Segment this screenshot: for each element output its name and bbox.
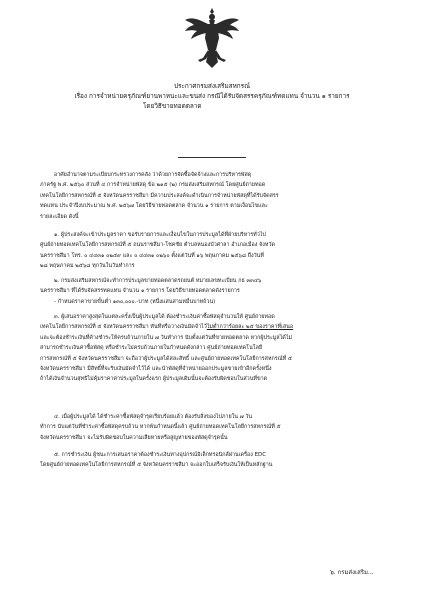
text-line: การสหกรณ์ที่ ๕ จังหวัดนครราชสีมา จะถือว่าผู้ประมูลได้สละสิทธิ์ และศูนย์ถ่ายทอดเทคโนโลยีการสหกรณ์ที่ ๕	[40, 355, 293, 362]
subject-line-2: โดยวิธีขายทอดตลาด	[143, 102, 202, 110]
text-line: สามารถชำระเงินค่าซื้อพัสดุ หรือชำระไม่ครบถ้วนภายในกำหนดดังกล่าว ศูนย์ถ่ายทอดเทคโนโลยี	[40, 345, 263, 352]
text-line: อาศัยอำนาจตามระเบียบกระทรวงการคลัง ว่าด้วยการจัดซื้อจัดจ้างและการบริหารพัสดุ	[54, 172, 252, 178]
announcement-title: ประกาศกรมส่งเสริมสหกรณ์	[173, 82, 251, 90]
intro-paragraph	[40, 170, 392, 222]
text-line: ๔. เมื่อผู้ประมูลได้ ได้ชำระค่าซื้อพัสดุจำรุดเรียบร้อยแล้ว ต้องรับสิ่งของไปภายใน ๗ วัน	[54, 414, 253, 420]
clause-1	[40, 230, 392, 272]
text-line: ๒๘ พฤษภาคม ๒๕๖๘ ทุกวันในวันทำการ	[40, 263, 135, 270]
text-line: ๑. ผู้ประสงค์จะเข้าประมูลราคา ขอรับรายการและเงื่อนไขในการประมูลได้ที่ฝ่ายบริหารทั่วไป	[54, 232, 266, 238]
text-line: ทดแทน ประจำปีงบประมาณ พ.ศ. ๒๕๖๗ โดยวิธีขายทอดตลาด จำนวน ๑ รายการ ตามเงื่อนไขและ	[40, 203, 268, 210]
text-line: ๒. กรมส่งเสริมสหกรณ์จะทำการประมูลขายทอดตลาดรถยนต์ หมายเลขทะเบียน กธ ๓๓๔๖	[54, 278, 262, 284]
clause-3	[40, 312, 392, 385]
text-line: ภาครัฐ พ.ศ. ๒๕๖๐ ส่วนที่ ๔ การจำหน่ายพัสดุ ข้อ ๒๑๕ (๒) กรมส่งเสริมสหกรณ์ โดยศูนย์ถ่ายทอด	[40, 182, 266, 189]
text-line: ศูนย์ถ่ายทอดเทคโนโลยีการสหกรณ์ที่ ๕ ถนนราชสีมา-โชคชัย ตำบลหนองบัวศาลา อำเภอเมือง จังหวัด	[40, 242, 275, 249]
deposit-requirement: ไม่ต่ำกว่าร้อยละ ๒๕ ของราคาที่เสนอ	[206, 324, 294, 331]
garuda-emblem-icon	[182, 6, 242, 70]
text-line: นครราชสีมา โทร. ๐ ๔๔๓๑ ๐๒๕๙ และ ๐ ๔๔๓๑ ๐๒๖๐ ตั้งแต่วันที่ ๑๖ พฤษภาคม ๒๕๖๘ ถึงวันที่	[40, 252, 264, 259]
text-line: ๓. ผู้เสนอราคาสูงสุดในแต่ละครั้งเป็นผู้ประมูลได้ ต้องชำระเงินค่าซื้อพัสดุจำนวนให้ ศูนย์ถ่ายทอด	[54, 314, 275, 320]
text-line: จังหวัดนครราชสีมา จะไม่รับผิดชอบในความเสียหายหรือสูญหายของพัสดุจำรุดนั้น	[40, 434, 228, 441]
text-line: ๕. การชำระเงิน ผู้ชนะการเสนอราคาต้องชำระเงินทางอุปกรณ์อิเล็กทรอนิกส์ผ่านเครื่อง EDC	[54, 452, 266, 458]
text-line: และจะต้องชำระเงินที่ค้างชำระให้ครบถ้วนภายใน ๗ วันทำการ นับตั้งแต่วันที่ขายทอดตลาด หากผู้ประมูลได้ไม่	[40, 334, 293, 341]
clause-2	[40, 276, 392, 307]
text-line: รายละเอียด ดังนี้	[40, 213, 79, 220]
text-line: เทคโนโลยีการสหกรณ์ที่ ๕ จังหวัดนครราชสีมา มีความประสงค์จะดำเนินการจำหน่ายพัสดุที่ได้รับจัดสรร	[40, 192, 279, 199]
text-line: ทำการ นับแต่วันที่ชำระค่าซื้อพัสดุครบถ้วน หากพ้นกำหนดนี้แล้ว ศูนย์ถ่ายทอดเทคโนโลยีการสหกรณ์ที่ ๕	[40, 424, 281, 431]
clause-5	[40, 450, 392, 471]
minimum-price-line: - กำหนดราคาขายขั้นต่ำ ๑๓๐,๐๐๐.-บาท (หนึ่งแสนสามหมื่นบาทถ้วน)	[54, 298, 216, 305]
text-line: โดยศูนย์ถ่ายทอดเทคโนโลยีการสหกรณ์ที่ ๕ จังหวัดนครราชสีมา จะออกใบเสร็จรับเงินให้เป็นหลักฐาน	[40, 462, 273, 469]
text-fragment: เทคโนโลยีการสหกรณ์ที่ ๕ จังหวัดนครราชสีมา ทันทีหรือวางเงินมัดจำไว้	[40, 324, 207, 331]
subject-line: เรื่อง การจำหน่ายครุภัณฑ์ยานพาหนะและขนส่ง กรณีได้รับจัดสรรครุภัณฑ์ทดแทน จำนวน ๑ รายการ	[74, 92, 350, 100]
clause-4	[40, 412, 392, 443]
continuation-marker: ๖. กรมส่งเสริม...	[330, 569, 374, 576]
text-line: ถ้าได้เงินจำนวนสุทธิไม่คุ้มราคาค่าประมูลในครั้งแรก ผู้ประมูลเดิมนั้นจะต้องรับผิดชอบในส่วนที่ขาด	[40, 376, 268, 383]
text-line: จังหวัดนครราชสีมา มีสิทธิ์ที่จะริบเงินมัดจำไว้ได้ และนำพัสดุที่จำหน่ายออกประมูลขายเข้าอีกครั้งหนึ่ง	[40, 366, 272, 373]
text-line: นครราชสีมา ที่ได้รับจัดสรรทดแทน จำนวน ๑ รายการ โดยวิธีขายทอดตลาดดังรายการ	[40, 288, 240, 295]
text-line	[40, 322, 392, 332]
title-divider	[178, 157, 246, 158]
